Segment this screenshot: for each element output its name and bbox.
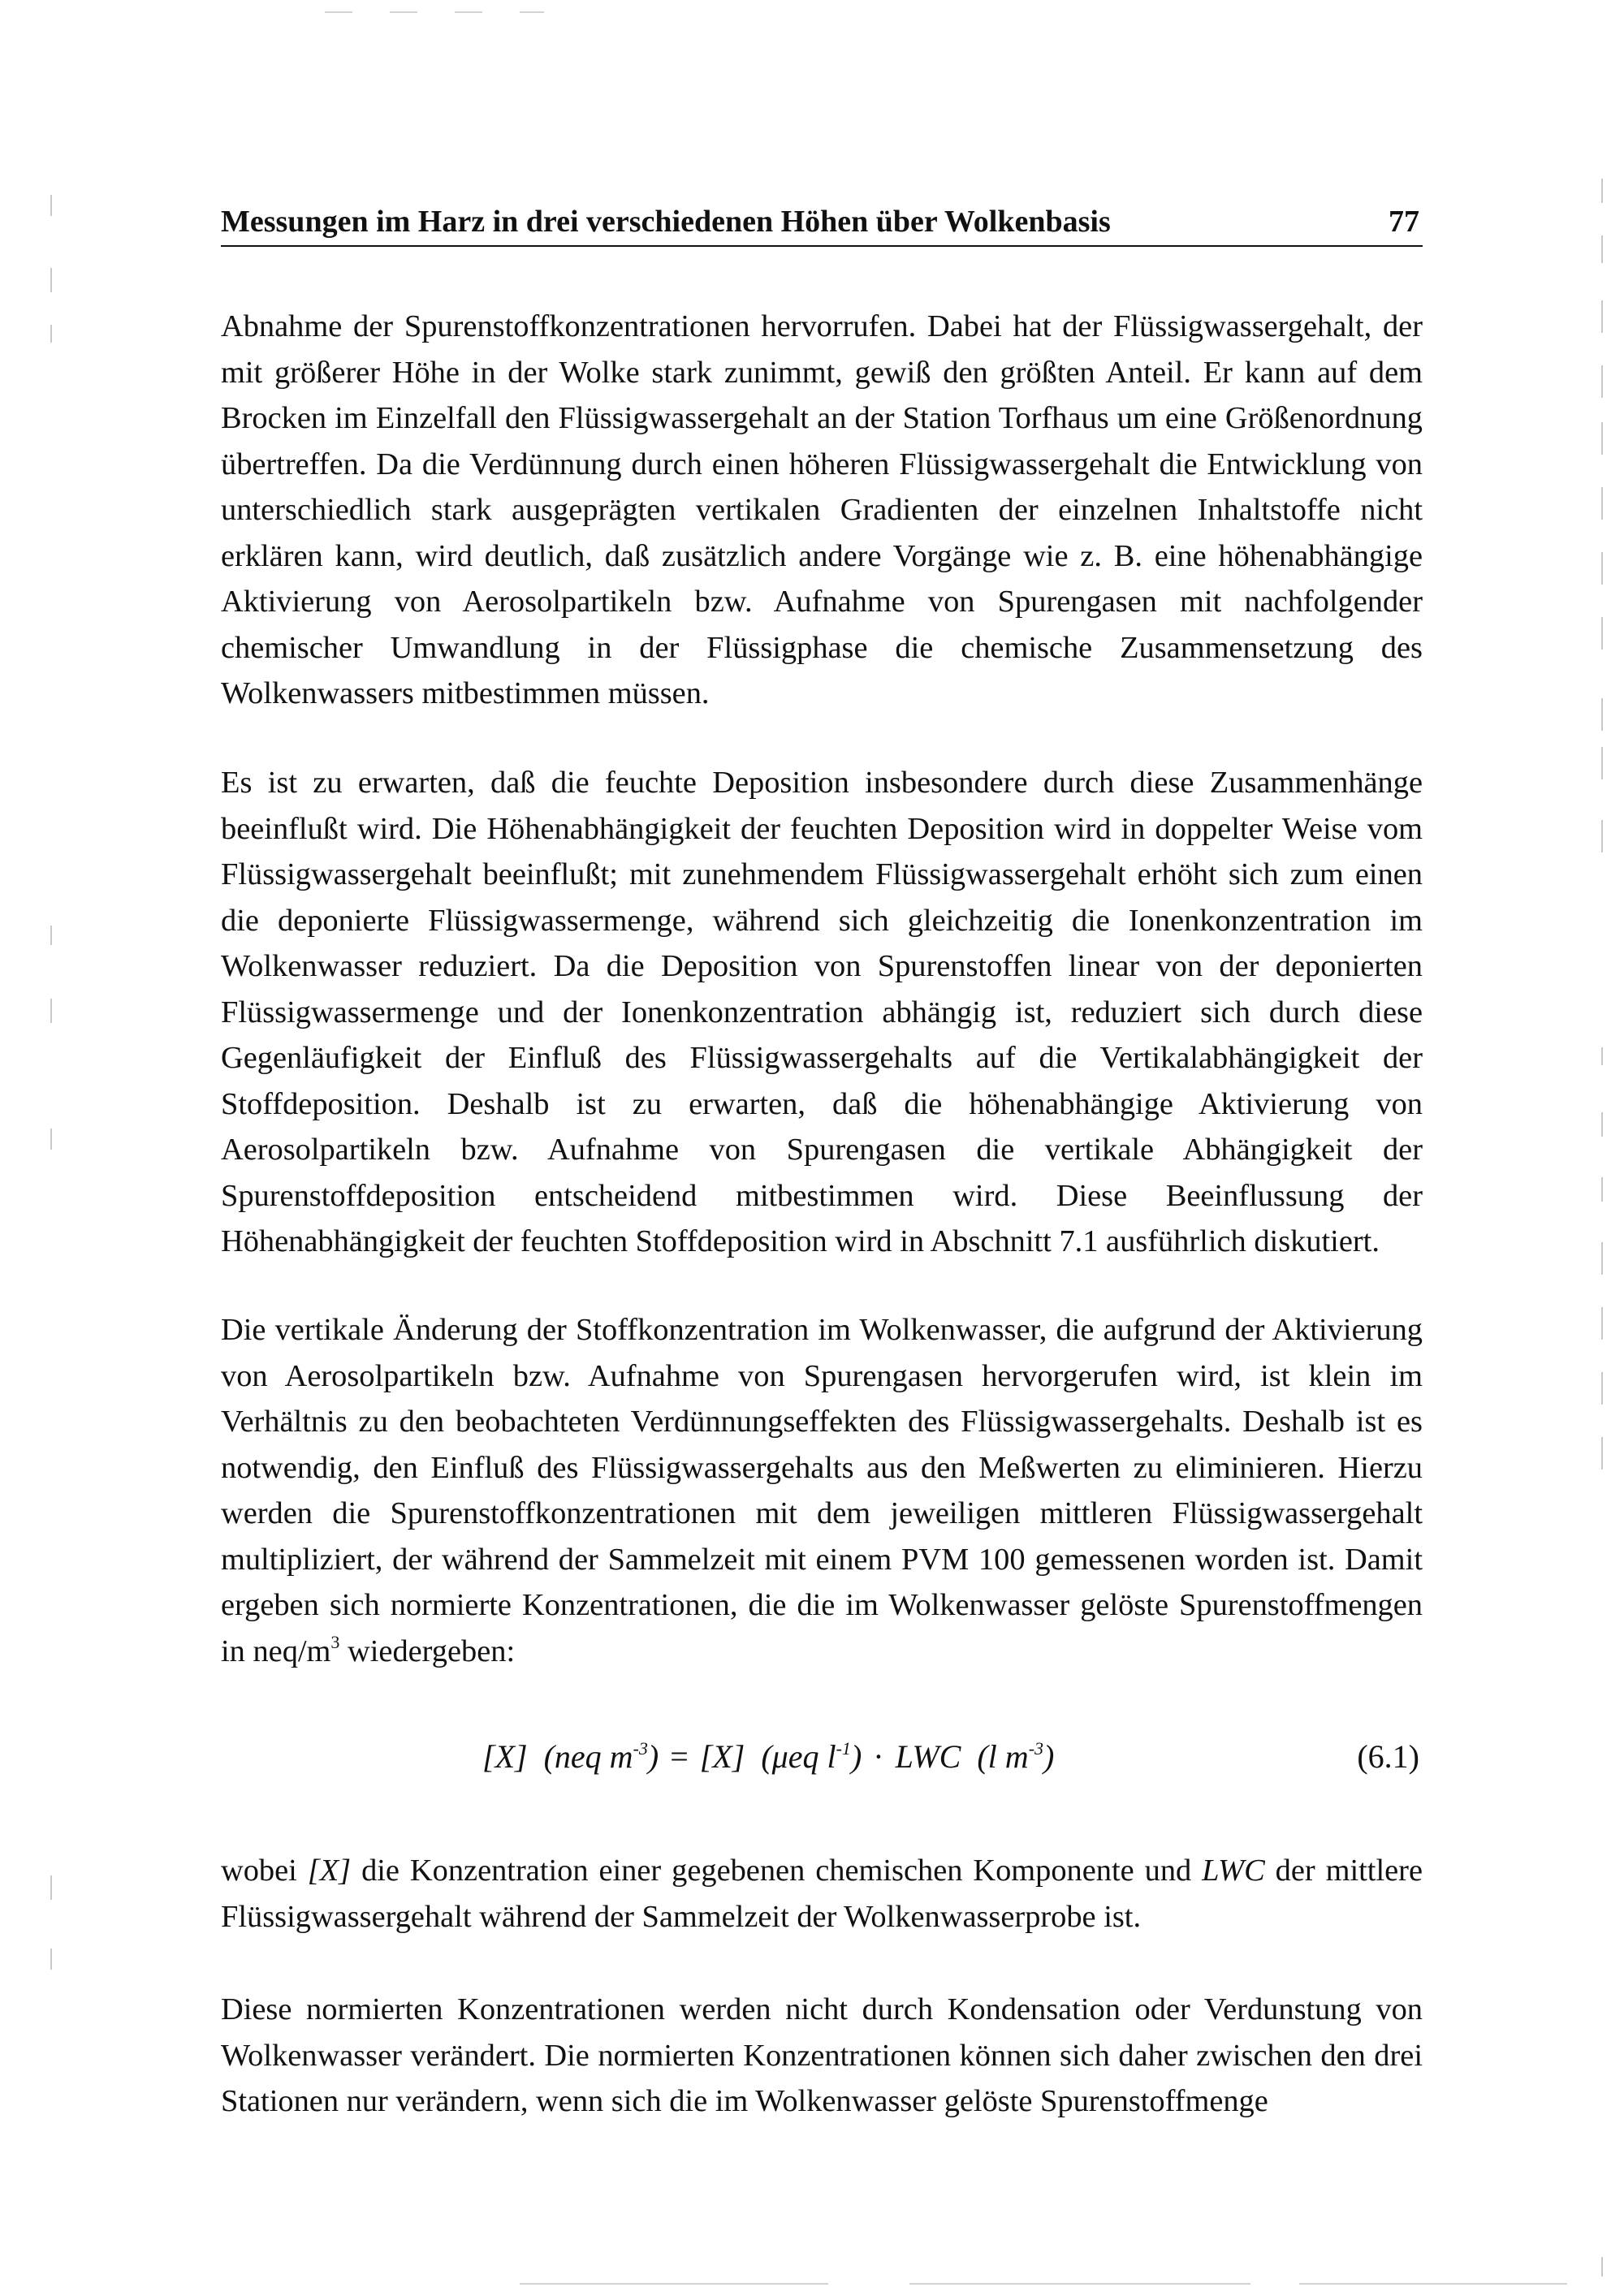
scan-artifact	[1601, 365, 1603, 398]
scan-artifact	[1601, 235, 1603, 263]
running-header	[221, 199, 1423, 244]
scan-artifact	[50, 195, 52, 216]
scan-artifact	[520, 11, 544, 13]
scan-artifact	[455, 11, 482, 13]
eq-lwc: LWC	[895, 1738, 961, 1775]
running-title: Messungen im Harz in drei verschiedenen Höhen über Wolkenbasis	[221, 205, 1111, 239]
superscript-3: 3	[330, 1631, 340, 1652]
equation-number: (6.1)	[1357, 1738, 1419, 1775]
scan-artifact	[325, 11, 352, 13]
scan-artifact	[1601, 300, 1603, 333]
scan-artifact	[1601, 1047, 1603, 1065]
paragraph-4-text-a: wobei	[221, 1854, 308, 1888]
scan-artifact	[50, 1949, 52, 1970]
scan-artifact	[1601, 820, 1603, 852]
scan-artifact	[1601, 2257, 1603, 2277]
page-number: 77	[1389, 205, 1419, 239]
paragraph-4-text-c: der mittlere Flüssigwassergehalt während der Sammelzeit der Wolkenwasserprobe ist.	[221, 1854, 1423, 1934]
scan-artifact	[1601, 487, 1603, 520]
eq-lhs-variable: [X]	[482, 1738, 528, 1775]
variable-lwc: LWC	[1202, 1854, 1265, 1888]
paragraph-3-end: wiedergeben:	[339, 1634, 516, 1668]
scan-artifact	[1601, 1437, 1603, 1470]
scan-artifact	[520, 2283, 828, 2285]
paragraph-1: Abnahme der Spurenstoffkonzentrationen hervorrufen. Dabei hat der Flüssigwassergehalt, der mit größerer Höhe in der Wolke stark zunimmt, gewiß den größten Anteil. Er kann auf dem Brocken im Einzelfall den Flüssigwassergehalt an der Station Torfhaus um eine Größenordnung übertreffen. Da die Verdünnung durch einen höheren Flüssigwassergehalt die Entwicklung von unterschiedlich stark ausgeprägten vertikalen Gradienten der einzelnen Inhaltstoffe nicht erklären kann, wird deutlich, daß zusätzlich andere Vorgänge wie z. B. eine höhenabhängige Aktivierung von Aerosolpartikeln bzw. Aufnahme von Spurengasen mit nachfolgender chemischer Umwandlung in der Flüssigphase die chemische Zusammensetzung des Wolkenwassers mitbestimmen müssen.	[221, 309, 1423, 710]
scan-artifact	[1601, 698, 1603, 731]
scan-artifact	[1601, 1372, 1603, 1405]
paragraph-4	[221, 1848, 1423, 1940]
scan-artifact	[1601, 422, 1603, 455]
eq-rhs-unit: (μeq $l^{-1}$)	[761, 1738, 862, 1775]
equation-6-1	[221, 1733, 1423, 1781]
scan-artifact	[1601, 747, 1603, 779]
scan-artifact	[1299, 2283, 1567, 2285]
scan-artifact	[390, 11, 417, 13]
scan-artifact	[50, 999, 52, 1023]
scan-artifact	[1601, 179, 1603, 203]
scan-artifact	[50, 325, 52, 343]
scan-artifact	[50, 1129, 52, 1150]
scan-artifact	[50, 1875, 52, 1900]
equation-body	[482, 1733, 1054, 1781]
scan-artifact	[50, 268, 52, 292]
scan-artifact	[50, 926, 52, 945]
scan-artifact	[1601, 552, 1603, 585]
paragraph-3	[221, 1307, 1423, 1674]
paragraph-4-text-b: die Konzentration einer gegebenen chemischen Komponente und	[351, 1854, 1203, 1888]
scan-artifact	[1601, 1242, 1603, 1275]
eq-lhs-unit: (neq $m^{-3}$)	[543, 1738, 659, 1775]
paragraph-3-text: Die vertikale Änderung der Stoffkonzentration im Wolkenwasser, die aufgrund der Aktivierung von Aerosolpartikeln bzw. Aufnahme von Spurengasen hervorgerufen wird, ist klein im Verhältnis zu den beobachteten Verdünnungseffekten des Flüssigwassergehalts. Deshalb ist es notwendig, den Einfluß des Flüssigwassergehalts aus den Meßwerten zu eliminieren. Hierzu werden die Spurenstoffkonzentrationen mit dem jeweiligen mittleren Flüssigwassergehalt multipliziert, der während der Sammelzeit mit einem PVM 100 gemessenen worden ist. Damit ergeben sich normierte Konzentrationen, die die im Wolkenwasser gelöste Spurenstoffmengen in neq/m	[221, 1313, 1423, 1668]
scan-artifact	[1601, 1307, 1603, 1340]
scan-artifact	[909, 2283, 1250, 2285]
paragraph-5: Diese normierten Konzentrationen werden nicht durch Kondensation oder Verdunstung von Wolkenwasser verändert. Die normierten Konzentrationen können sich daher zwischen den drei Stationen nur verändern, wenn sich die im Wolkenwasser gelöste Spurenstoffmenge	[221, 1992, 1423, 2118]
eq-equals: =	[670, 1738, 689, 1775]
header-underline	[221, 245, 1423, 247]
scan-artifact	[1601, 1112, 1603, 1137]
scan-artifact	[1601, 617, 1603, 650]
variable-x: [X]	[307, 1854, 352, 1888]
eq-lwc-unit: (l $m^{-3}$)	[977, 1738, 1055, 1775]
eq-multiply-dot: ·	[873, 1738, 884, 1775]
paragraph-2: Es ist zu erwarten, daß die feuchte Deposition insbesondere durch diese Zusammenhänge beeinflußt wird. Die Höhenabhängigkeit der feuchten Deposition wird in doppelter Weise vom Flüssigwassergehalt beeinflußt; mit zunehmendem Flüssigwassergehalt erhöht sich zum einen die deponierte Flüssigwassermenge, während sich gleichzeitig die Ionenkonzentration im Wolkenwasser reduziert. Da die Deposition von Spurenstoffen linear von der deponierten Flüssigwassermenge und der Ionenkonzentration abhängig ist, reduziert sich durch diese Gegenläufigkeit der Einfluß des Flüssigwassergehalts auf die Vertikalabhängigkeit der Stoffdeposition. Deshalb ist zu erwarten, daß die höhenabhängige Aktivierung von Aerosolpartikeln bzw. Aufnahme von Spurengasen die vertikale Abhängigkeit der Spurenstoffdeposition entscheidend mitbestimmen wird. Diese Beeinflussung der Höhenabhängigkeit der feuchten Stoffdeposition wird in Abschnitt 7.1 ausführlich diskutiert.	[221, 766, 1423, 1258]
scan-artifact	[1601, 1177, 1603, 1202]
eq-rhs-variable: [X]	[699, 1738, 745, 1775]
